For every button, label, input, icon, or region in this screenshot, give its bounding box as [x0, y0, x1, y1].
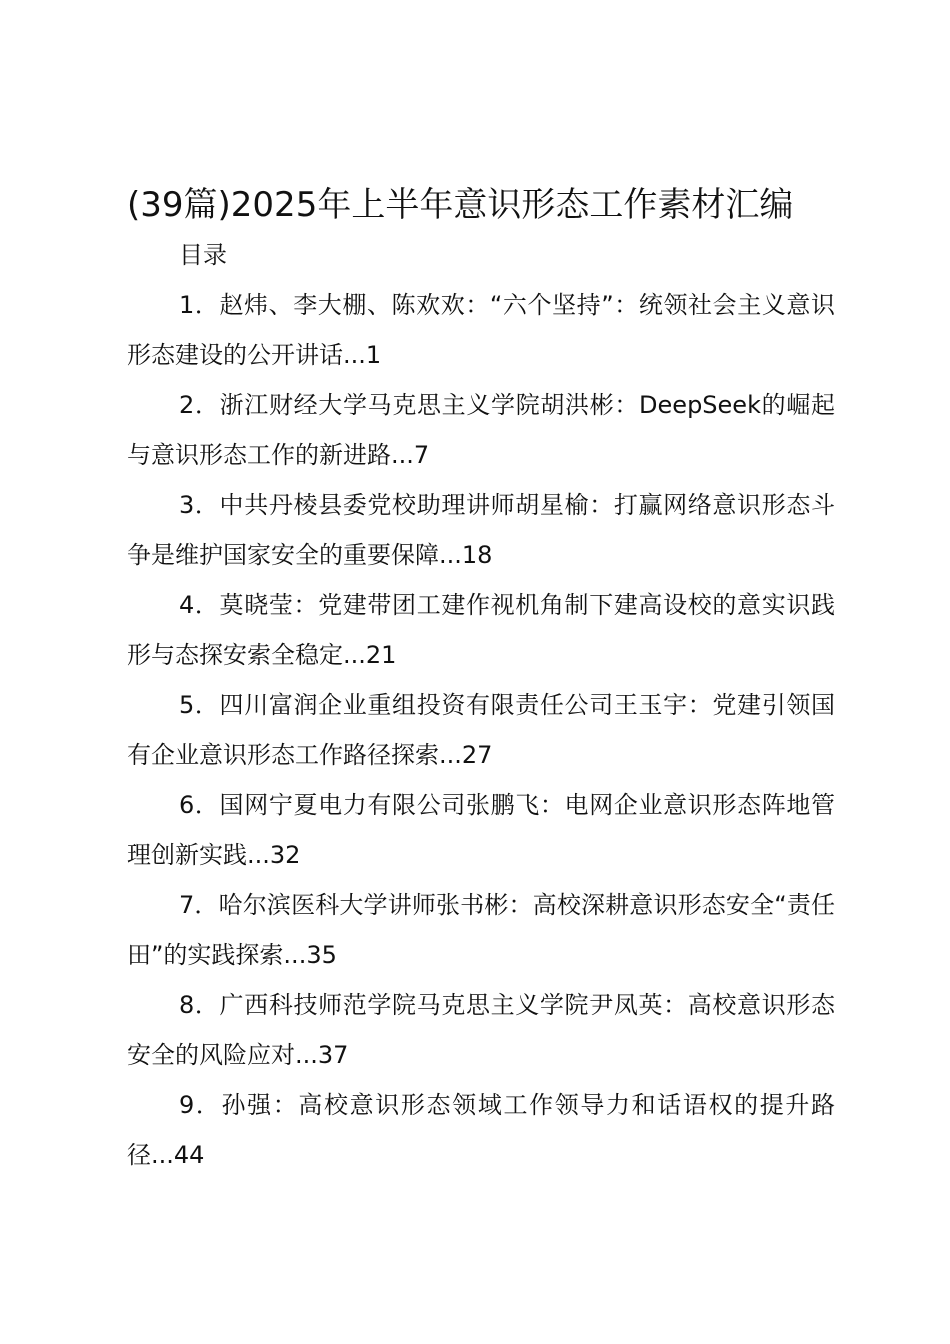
toc-item-9[interactable]: 9．孙强：高校意识形态领域工作领导力和话语权的提升路径...44: [127, 1091, 835, 1169]
toc-item-8[interactable]: 8．广西科技师范学院马克思主义学院尹凤英：高校意识形态安全的风险应对...37: [127, 991, 835, 1069]
toc-item-1[interactable]: 1．赵炜、李大棚、陈欢欢：“六个坚持”：统领社会主义意识形态建设的公开讲话...1: [127, 291, 835, 369]
document-page: [127, 180, 835, 1180]
toc-list: [127, 280, 835, 1180]
toc-item-4[interactable]: 4．莫晓莹：党建带团工建作视机角制下建高设校的意实识践形与态探安索全稳定...21: [127, 591, 835, 669]
toc-heading: 目录: [179, 241, 227, 269]
toc-item-3[interactable]: 3．中共丹棱县委党校助理讲师胡星榆：打赢网络意识形态斗争是维护国家安全的重要保障...18: [127, 491, 835, 569]
toc-item-2[interactable]: 2．浙江财经大学马克思主义学院胡洪彬：DeepSeek的崛起与意识形态工作的新进路...7: [127, 391, 835, 469]
toc-item-5[interactable]: 5．四川富润企业重组投资有限责任公司王玉宇：党建引领国有企业意识形态工作路径探索...27: [127, 691, 835, 769]
toc-item-6[interactable]: 6．国网宁夏电力有限公司张鹏飞：电网企业意识形态阵地管理创新实践...32: [127, 791, 835, 869]
toc-item-7[interactable]: 7．哈尔滨医科大学讲师张书彬：高校深耕意识形态安全“责任田”的实践探索...35: [127, 891, 835, 969]
document-title: (39篇)2025年上半年意识形态工作素材汇编: [127, 185, 794, 225]
